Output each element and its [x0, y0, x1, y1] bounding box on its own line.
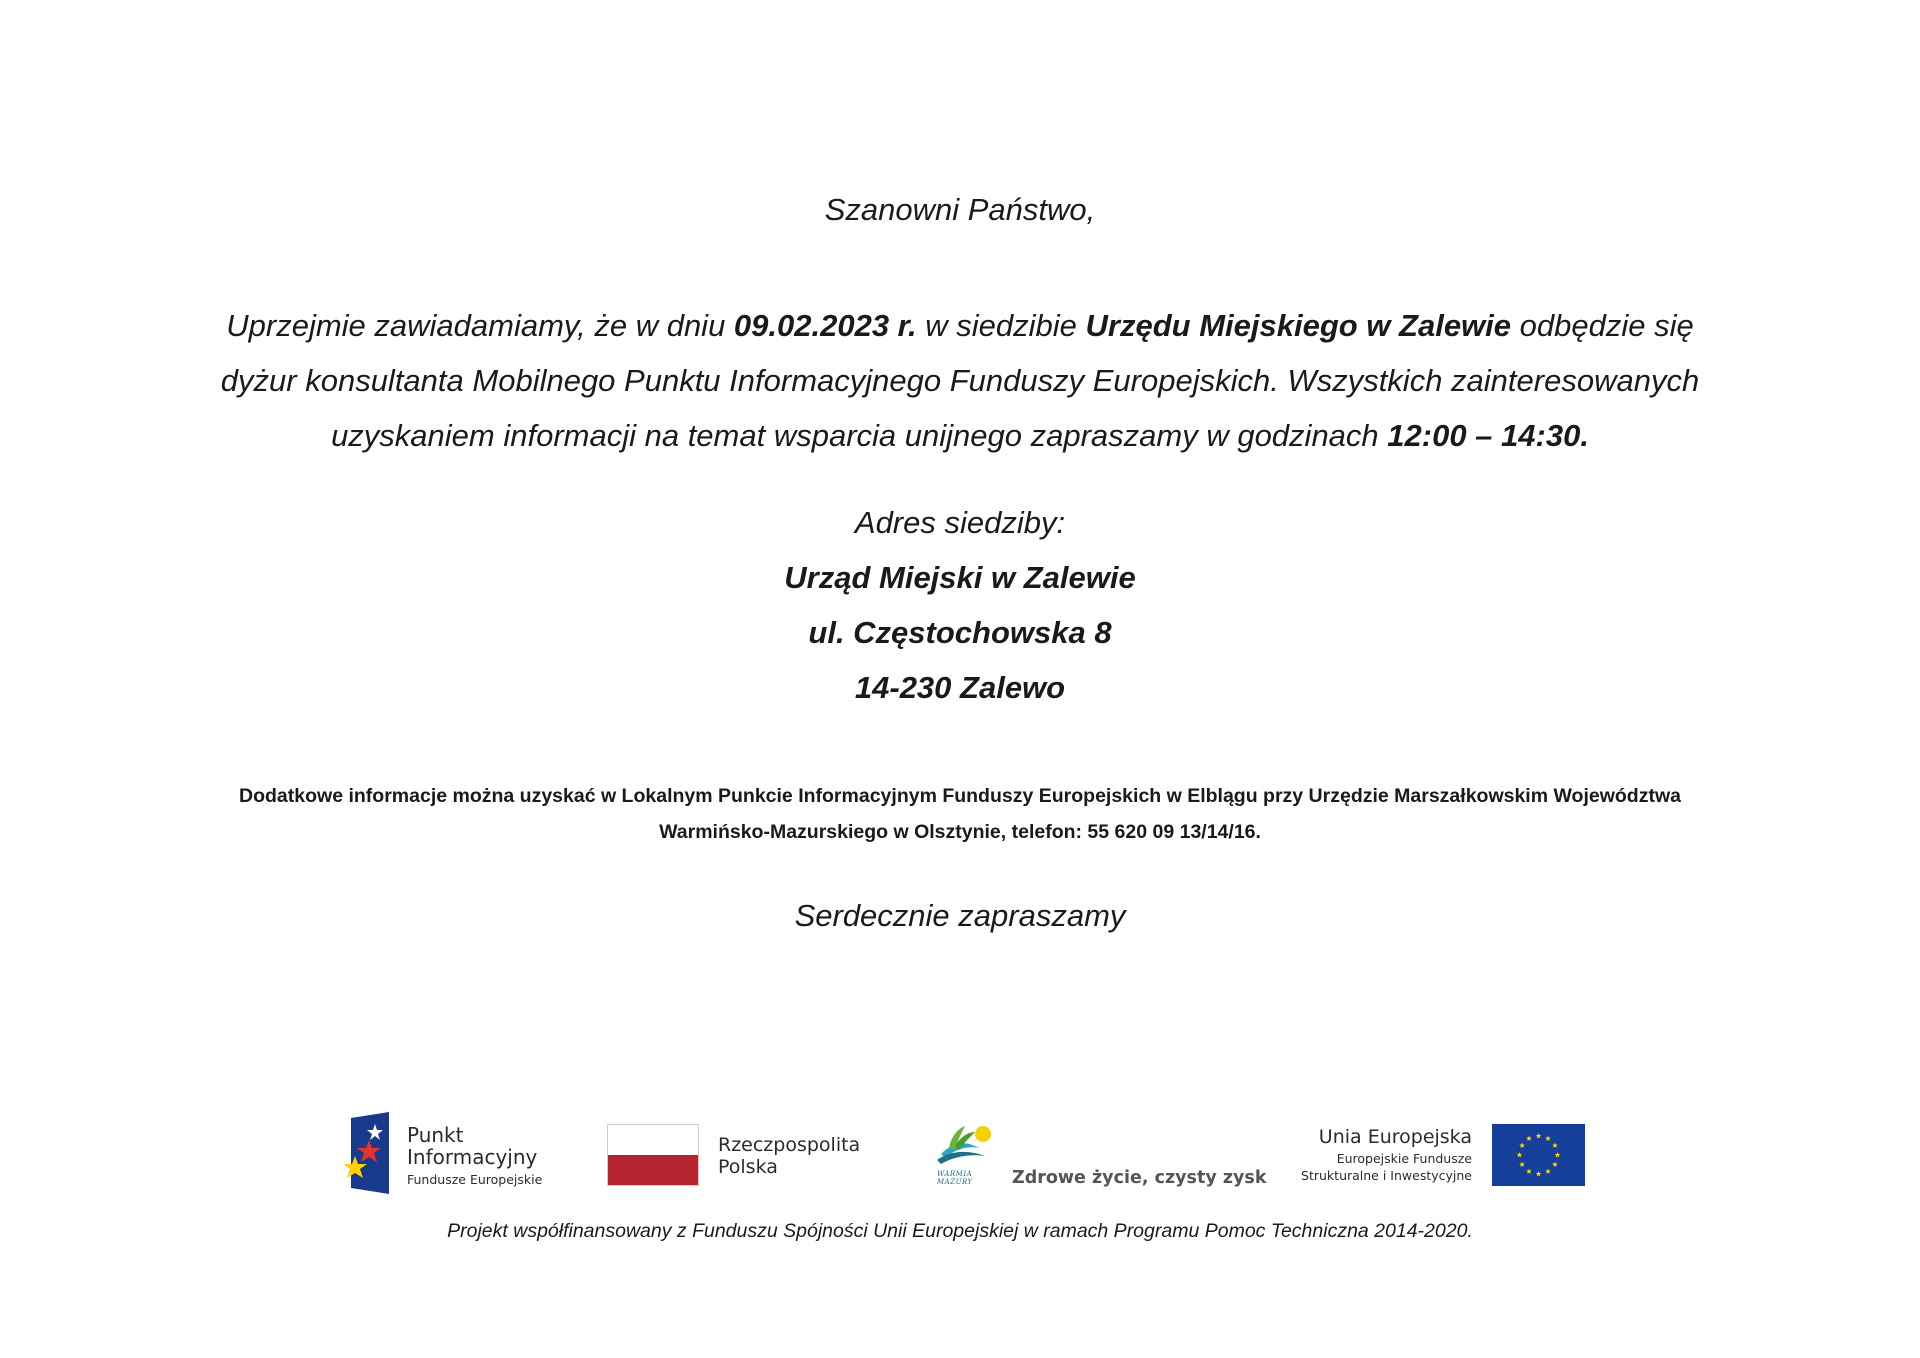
office-name: Urzędu Miejskiego w Zalewie: [1085, 308, 1512, 343]
address-heading: Adres siedziby:: [854, 505, 1066, 540]
warmia-mazury-icon: [935, 1120, 1005, 1170]
greeting: Szanowni Państwo,: [824, 192, 1096, 227]
eu-text: [1301, 1124, 1472, 1184]
pife-line-2: Informacyjny: [407, 1145, 538, 1169]
meeting-date: 09.02.2023 r.: [733, 308, 917, 343]
rp-text: [718, 1134, 860, 1178]
pife-subtitle: Fundusze Europejskie: [407, 1172, 543, 1187]
wm-slogan: Zdrowe życie, czysty zysk: [1012, 1168, 1267, 1188]
meeting-hours: 12:00 – 14:30.: [1387, 418, 1589, 453]
main-text-1: Uprzejmie zawiadamiamy, że w dniu: [226, 308, 734, 343]
eu-sub-2: Strukturalne i Inwestycyjne: [1301, 1168, 1472, 1183]
eu-stars-icon: [1492, 1124, 1585, 1186]
logo-unia-europejska: [1285, 1122, 1585, 1192]
logo-rzeczpospolita-polska: [607, 1124, 907, 1190]
eu-flag-icon: [1492, 1124, 1585, 1186]
footer-note: Projekt współfinansowany z Funduszu Spójności Unii Europejskiej w ramach Programu Pomoc Techniczna 2014-2020.: [447, 1220, 1473, 1242]
logo-punkt-informacyjny: [345, 1110, 560, 1200]
eu-title: Unia Europejska: [1318, 1126, 1472, 1148]
main-text-2: w siedzibie: [916, 308, 1086, 343]
logo-warmia-mazury: [935, 1120, 1267, 1200]
extra-info: Dodatkowe informacje można uzyskać w Lokalnym Punkcie Informacyjnym Funduszy Europejskich w Elblągu przy Urzędzie Marszałkowskim Województwa Warmińsko-Mazurskiego w Olsztynie, telefon: 55 620 09 13/14/16.: [239, 785, 1681, 843]
rp-line-2: Polska: [718, 1156, 778, 1178]
eu-sub-1: Europejskie Fundusze: [1336, 1151, 1472, 1166]
wm-mark-line-1: WARMIA: [937, 1170, 973, 1178]
pife-line-1: Punkt: [407, 1123, 464, 1147]
address-line-2: ul. Częstochowska 8: [808, 615, 1112, 650]
main-paragraph: [190, 298, 1730, 463]
address-line-1: Urząd Miejski w Zalewie: [784, 560, 1136, 595]
poland-flag-icon: [607, 1124, 699, 1186]
closing: Serdecznie zapraszamy: [794, 898, 1126, 933]
address-line-3: 14-230 Zalewo: [854, 670, 1066, 705]
rp-line-1: Rzeczpospolita: [718, 1134, 861, 1156]
wm-mark-text: [937, 1170, 973, 1186]
pife-star-icon: [345, 1112, 395, 1194]
wm-mark-line-2: MAZURY: [937, 1178, 973, 1186]
pife-title: [407, 1124, 537, 1168]
main-text-3: odbędzie się dyżur konsultanta Mobilnego Punktu Informacyjnego Funduszy Europejskich. Wszystkich zainteresowanych uzyskaniem informacji na temat wsparcia unijnego zapraszamy w godzinach: [220, 308, 1700, 453]
